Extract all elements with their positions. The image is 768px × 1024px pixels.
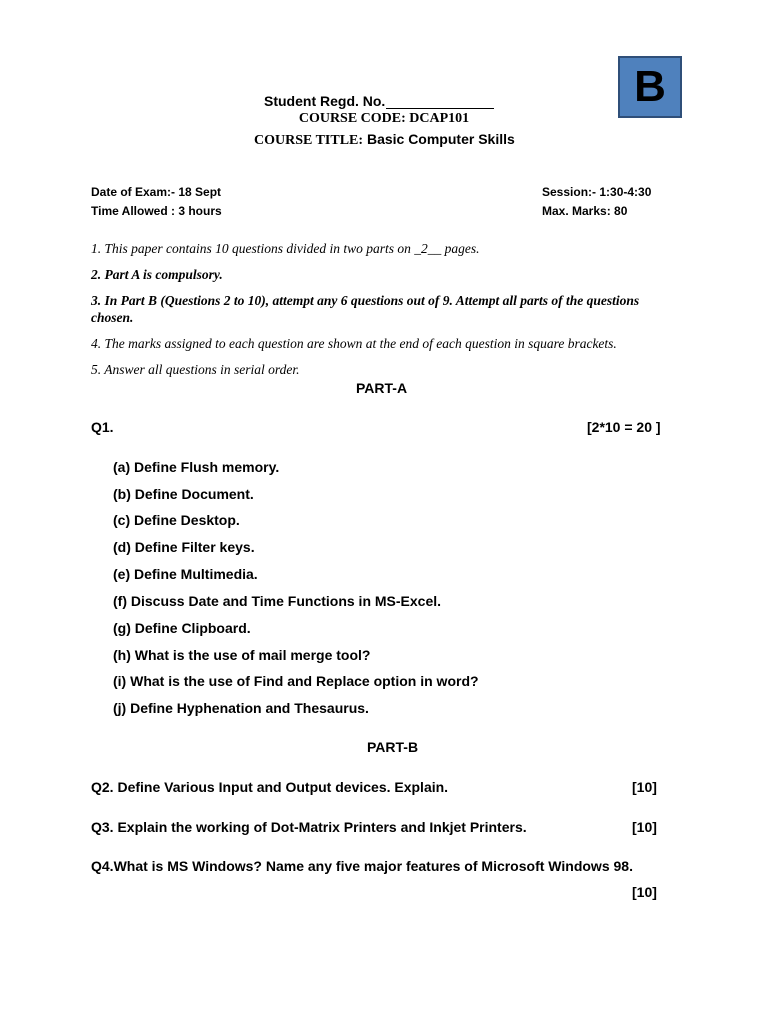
regd-blank-line xyxy=(386,94,494,109)
question-q2: Q2. Define Various Input and Output devices. Explain. xyxy=(91,779,449,795)
time-allowed: Time Allowed : 3 hours xyxy=(91,204,222,218)
subquestion-g: (g) Define Clipboard. xyxy=(113,620,251,636)
subquestion-b: (b) Define Document. xyxy=(113,486,254,502)
instruction-1: 1. This paper contains 10 questions divided in two parts on _2__ pages. xyxy=(91,241,480,256)
question-q3: Q3. Explain the working of Dot-Matrix Printers and Inkjet Printers. xyxy=(91,819,527,835)
instruction-3: 3. In Part B (Questions 2 to 10), attempt any 6 questions out of 9. Attempt all parts of the questions chosen. xyxy=(91,293,640,325)
instruction-5: 5. Answer all questions in serial order. xyxy=(91,362,300,377)
paper-set-badge xyxy=(618,56,682,118)
course-title-label: COURSE TITLE: xyxy=(254,133,364,148)
course-code: COURSE CODE: DCAP101 xyxy=(298,111,470,126)
question-q2-marks: [10] xyxy=(632,779,657,795)
instruction-2: 2. Part A is compulsory. xyxy=(91,267,223,282)
course-title xyxy=(254,131,515,149)
subquestion-j: (j) Define Hyphenation and Thesaurus. xyxy=(113,700,369,716)
subquestion-i: (i) What is the use of Find and Replace option in word? xyxy=(113,673,479,689)
question-q4: Q4.What is MS Windows? Name any five major features of Microsoft Windows 98. xyxy=(91,858,633,874)
instruction-4: 4. The marks assigned to each question are shown at the end of each question in square brackets. xyxy=(91,336,617,351)
session: Session:- 1:30-4:30 xyxy=(542,185,652,199)
part-a-heading: PART-A xyxy=(356,380,408,396)
subquestion-c: (c) Define Desktop. xyxy=(113,512,240,528)
max-marks: Max. Marks: 80 xyxy=(542,204,628,218)
exam-date: Date of Exam:- 18 Sept xyxy=(91,185,222,199)
subquestion-a: (a) Define Flush memory. xyxy=(113,459,280,475)
part-b-heading: PART-B xyxy=(367,739,419,755)
regd-label: Student Regd. No. xyxy=(264,93,386,109)
subquestion-f: (f) Discuss Date and Time Functions in MS-Excel. xyxy=(113,593,442,609)
student-regd-no xyxy=(264,93,494,109)
question-q4-marks: [10] xyxy=(632,884,657,900)
paper-set-letter: B xyxy=(634,62,666,111)
subquestion-e: (e) Define Multimedia. xyxy=(113,566,258,582)
course-title-value: Basic Computer Skills xyxy=(366,131,515,147)
q1-marks: [2*10 = 20 ] xyxy=(587,419,661,435)
subquestion-h: (h) What is the use of mail merge tool? xyxy=(113,647,371,663)
subquestion-d: (d) Define Filter keys. xyxy=(113,539,255,555)
question-q3-marks: [10] xyxy=(632,819,657,835)
q1-label: Q1. xyxy=(91,419,114,435)
